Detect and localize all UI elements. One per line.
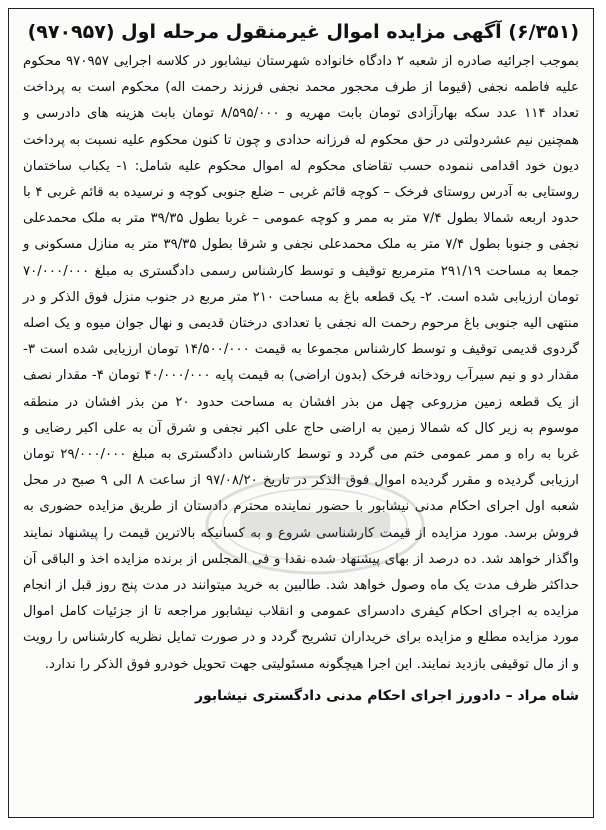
notice-title: (۶/۳۵۱) آگهی مزایده اموال غیرمنقول مرحله اول (۹۷۰۹۵۷) [27, 21, 579, 43]
auction-notice [8, 8, 594, 818]
notice-signature: شاه مراد – دادورز اجرای احکام مدنی دادگستری نیشابور [195, 687, 579, 704]
notice-body: بموجب اجرائیه صادره از شعبه ۲ دادگاه خانواده شهرستان نیشابور در کلاسه اجرایی ۹۷۰۹۵۷ محکوم علیه فاطمه نجفی (قیوما از طرف محجور محمد نجفی فرزند رحمت اله) محکوم است به پرداخت تعداد ۱۱۴ عدد سکه بهارآزادی تومان بابت مهریه و ۸/۵۹۵/۰۰۰ تومان بابت هزینه های دادرسی و همچنین نیم عشردولتی در حق محکوم له فرزانه حدادی و چون تا کنون محکوم علیه نسبت به پرداخت دیون خود اقدامی ننموده حسب تقاضای محکوم له اموال محکوم علیه شامل: ۱- یکباب ساختمان روستایی به آدرس روستای فرخک – کوچه قائم غربی – ضلع جنوبی کوچه و نرسیده به قائم غربی ۴ با حدود اربعه شمالا بطول ۷/۴ متر به ممر و کوچه عمومی – غربا بطول ۳۹/۳۵ متر به ملک محمدعلی نجفی و جنوبا بطول ۷/۴ متر به ملک محمدعلی نجفی و شرقا بطول ۳۹/۳۵ متر به منازل مسکونی و جمعا به مساحت ۲۹۱/۱۹ مترمربع توقیف و توسط کارشناس رسمی دادگستری به مبلغ ۷۰/۰۰۰/۰۰۰ تومان ارزیابی شده است. ۲- یک قطعه باغ به مساحت ۲۱۰ متر مربع در جنوب منزل فوق الذکر و در منتهی الیه جنوبی باغ مرحوم رحمت اله نجفی با تعدادی درختان قدیمی و نهال جوان میوه و یک اصله گردوی قدیمی توقیف و توسط کارشناس مجموعا به قیمت ۱۴/۵۰۰/۰۰۰ تومان ارزیابی شده است ۳- مقدار دو و نیم سیرآب رودخانه فرخک (بدون اراضی) به قیمت پایه ۴۰/۰۰۰/۰۰۰ تومان ۴- مقدار نصف از یک قطعه زمین مزروعی چهل من بذر افشان به مساحت حدود ۲۰ من بذر افشان در منطقه موسوم به زیر کال که شمالا زمین به اراضی حاج علی اکبر نجفی و شرق آن به علی اکبر رضایی و غربا به راه و ممر عمومی ختم می گردد و توسط کارشناس دادگستری به مبلغ ۲۹/۰۰۰/۰۰۰ تومان ارزیابی گردیده و مقرر گردیده اموال فوق الذکر در تاریخ ۹۷/۰۸/۲۰ از ساعت ۸ الی ۹ صبح در محل شعبه اول اجرای احکام مدنی نیشابور با حضور نماینده محترم دادستان از طریق مزایده حضوری به فروش برسد. مورد مزایده از قیمت کارشناسی شروع و به کسانیکه بالاترین قیمت را پیشنهاد نمایند واگذار خواهد شد. ده درصد از بهای پیشنهاد شده نقدا و فی المجلس از برنده مزایده اخذ و الباقی آن حداکثر ظرف مدت یک ماه وصول خواهد شد. طالبین به خرید میتوانند در مدت پنج روز قبل از انجام مزایده به اجرای احکام کیفری دادسرای عمومی و انقلاب نیشابور مراجعه تا از جزئیات کامل اموال مورد مزایده مطلع و مزایده برای خریداران تشریح گردد و در صورت تمایل نظریه کارشناس را رویت و از مال توقیفی بازدید نمایند. این اجرا هیچگونه مسئولیتی جهت تحویل خودرو فوق الذکر را ندارد. [23, 54, 580, 672]
